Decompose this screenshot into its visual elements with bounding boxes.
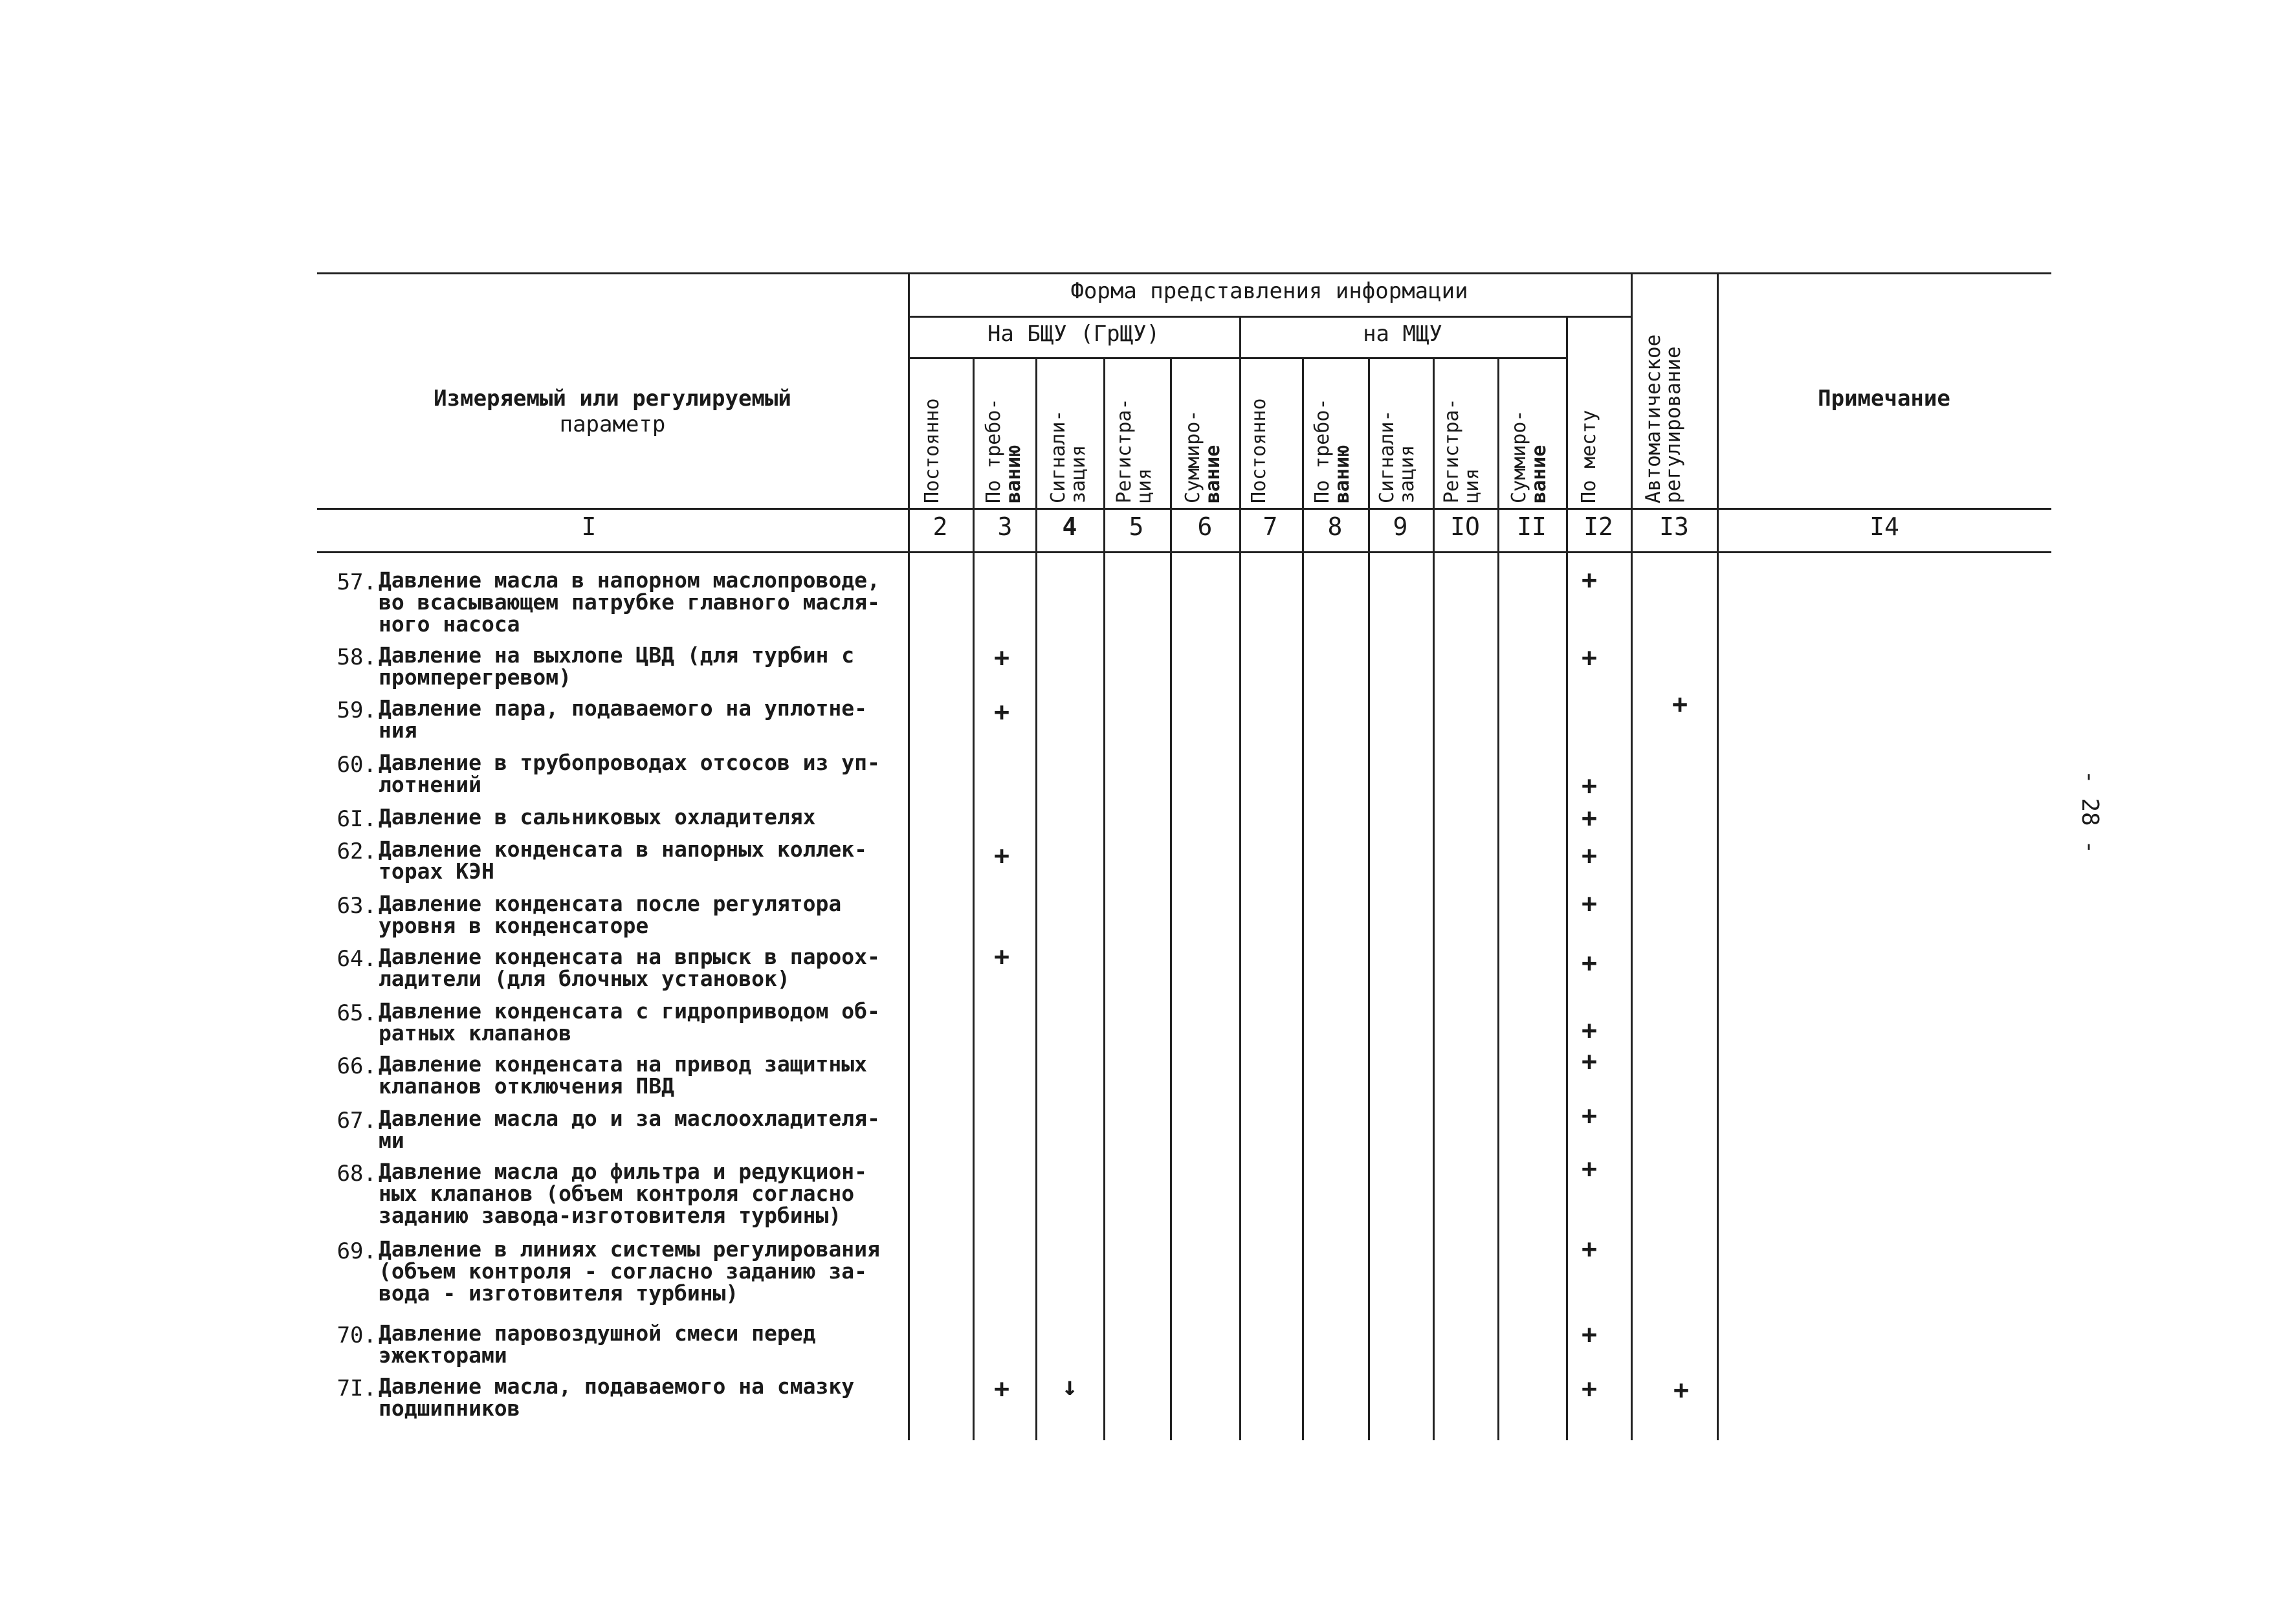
row-number: 69.	[336, 1238, 377, 1264]
parameter-header-line2: параметр	[559, 411, 666, 437]
row-parameter: Давление в сальниковых охладителях	[379, 804, 816, 829]
colnum-11: II	[1517, 512, 1547, 541]
colnum-5: 5	[1129, 512, 1144, 541]
parameter-header-line1: Измеряемый или регулируемый	[434, 386, 791, 411]
mark-plus: +	[993, 643, 1010, 673]
colnum-2: 2	[932, 512, 948, 541]
mark-plus: +	[993, 841, 1010, 871]
col-divider	[1239, 316, 1241, 1440]
mark-plus: +	[1671, 690, 1688, 719]
colnum-9: 9	[1393, 512, 1408, 541]
mark-plus: +	[1581, 1016, 1598, 1046]
row-number: 67.	[336, 1108, 377, 1134]
row-number: 65.	[336, 1000, 377, 1026]
col-header-line: Регистра-	[1113, 398, 1136, 503]
row-parameter: Давление паровоздушной смеси перед эжекторами	[379, 1321, 816, 1368]
mark-plus: +	[1581, 1320, 1598, 1350]
row-number: 68.	[336, 1161, 377, 1187]
colnum-13: I3	[1659, 512, 1689, 541]
mark-plus: +	[1581, 1234, 1598, 1264]
row-parameter: Давление масла до фильтра и редукцион- ных клапанов (объем контроля согласно заданию завода-изготовителя турбины)	[379, 1159, 867, 1228]
col-divider	[1717, 272, 1719, 1440]
col-header-line: ция	[1133, 468, 1156, 503]
col-header-line: По требо-	[982, 398, 1005, 503]
row-number: 66.	[336, 1053, 377, 1079]
row-number: 58.	[336, 644, 377, 670]
col-header-line: вание	[1202, 444, 1224, 503]
mark-plus: +	[1581, 949, 1598, 978]
colnum-7: 7	[1263, 512, 1278, 541]
mark-plus: +	[1581, 1374, 1598, 1404]
col-header-line: Суммиро-	[1182, 410, 1204, 503]
col-header-11	[1509, 410, 1549, 504]
col-header-line: зация	[1067, 444, 1090, 503]
row-parameter: Давление масла, подаваемого на смазку подшипников	[379, 1374, 855, 1421]
row-parameter: Давление конденсата на впрыск в пароох- ладители (для блочных установок)	[379, 944, 880, 991]
col-header-2	[922, 398, 942, 503]
group-mshu-header: на МЩУ	[1363, 321, 1442, 347]
col-header-5	[1114, 398, 1154, 503]
form-subheader-line	[908, 316, 1633, 318]
col-header-line: Сигнали-	[1047, 410, 1070, 503]
row-parameter: Давление в трубопроводах отсосов из уп- лотнений	[379, 750, 880, 797]
row-parameter: Давление конденсата в напорных коллек- торах КЭН	[379, 837, 867, 884]
row-number: 57.	[336, 569, 377, 595]
row-number: 63.	[336, 893, 377, 919]
mark-plus: +	[1581, 1101, 1598, 1131]
mark-plus: +	[1581, 771, 1598, 801]
col-header-line: ванию	[1002, 444, 1025, 503]
row-number: 6I.	[336, 806, 377, 832]
mark-plus: +	[1581, 1047, 1598, 1077]
parameter-header	[317, 386, 908, 437]
col-header-7	[1249, 398, 1269, 503]
col-header-line: ция	[1461, 468, 1483, 503]
colnum-bottom-border	[317, 551, 2051, 553]
mark-plus: +	[1581, 804, 1598, 833]
colnum-8: 8	[1327, 512, 1343, 541]
mark-arrow-down: ↓	[1061, 1372, 1078, 1401]
col-header-line: вание	[1528, 444, 1550, 503]
col-header-12	[1579, 410, 1599, 504]
auto-regulation-header	[1644, 335, 1684, 503]
colnum-1: I	[581, 512, 597, 541]
mark-plus: +	[1581, 1154, 1598, 1184]
col-header-line: По месту	[1578, 410, 1600, 503]
group-subheader-line	[908, 357, 1568, 359]
col-divider	[908, 272, 910, 1440]
row-number: 62.	[336, 839, 377, 864]
col-header-10	[1442, 398, 1482, 503]
row-parameter: Давление масла в напорном маслопроводе, во всасывающем патрубке главного масля- ного насоса	[379, 567, 880, 637]
col-header-line: По требо-	[1311, 398, 1334, 503]
col-header-3	[984, 398, 1024, 503]
row-parameter: Давление пара, подаваемого на уплотне- ния	[379, 696, 867, 743]
note-header: Примечание	[1818, 386, 1950, 411]
mark-plus: +	[1581, 643, 1598, 673]
row-parameter: Давление на выхлопе ЦВД (для турбин с промперегревом)	[379, 642, 855, 690]
colnum-6: 6	[1197, 512, 1213, 541]
mark-plus: +	[1581, 565, 1598, 595]
colnum-10: IO	[1450, 512, 1480, 541]
group-bshu-header: На БЩУ (ГрЩУ)	[987, 321, 1160, 347]
row-parameter: Давление конденсата после регулятора уровня в конденсаторе	[379, 891, 842, 938]
col-header-4	[1048, 410, 1088, 504]
row-number: 7I.	[336, 1376, 377, 1401]
colnum-14: I4	[1869, 512, 1899, 541]
mark-plus: +	[993, 697, 1010, 727]
col-divider	[1170, 357, 1172, 1440]
mark-plus: +	[1673, 1376, 1690, 1405]
row-number: 70.	[336, 1322, 377, 1348]
mark-plus: +	[1581, 889, 1598, 919]
colnum-12: I2	[1583, 512, 1613, 541]
col-header-line: Постоянно	[921, 398, 943, 503]
auto-reg-line2: регулирование	[1662, 346, 1685, 503]
table-top-border	[317, 272, 2051, 274]
col-header-8	[1312, 398, 1352, 503]
auto-reg-line1: Автоматическое	[1642, 334, 1665, 503]
col-header-line: Суммиро-	[1508, 410, 1530, 503]
col-header-line: Сигнали-	[1376, 410, 1398, 503]
col-header-6	[1183, 410, 1223, 504]
colnum-4: 4	[1062, 512, 1077, 541]
row-number: 59.	[336, 697, 377, 723]
mark-plus: +	[1581, 841, 1598, 871]
col-header-line: ванию	[1331, 444, 1354, 503]
row-parameter: Давление масла до и за маслоохладителя- ми	[379, 1106, 880, 1153]
row-parameter: Давление конденсата с гидроприводом об- ратных клапанов	[379, 998, 880, 1046]
row-parameter: Давление конденсата на привод защитных клапанов отключения ПВД	[379, 1051, 867, 1099]
header-bottom-border	[317, 508, 2051, 510]
page-number: - 28 -	[2077, 770, 2103, 855]
mark-plus: +	[993, 1374, 1010, 1404]
col-header-line: Постоянно	[1248, 398, 1270, 503]
form-header: Форма представления информации	[1070, 278, 1468, 304]
col-header-line: зация	[1396, 444, 1418, 503]
row-number: 64.	[336, 946, 377, 972]
col-divider	[1631, 272, 1633, 1440]
mark-plus: +	[993, 942, 1010, 972]
col-divider	[1566, 316, 1568, 1440]
col-header-line: Регистра-	[1440, 398, 1463, 503]
row-number: 60.	[336, 752, 377, 778]
row-parameter: Давление в линиях системы регулирования (объем контроля - согласно заданию за- вода - изготовителя турбины)	[379, 1236, 880, 1306]
colnum-3: 3	[997, 512, 1013, 541]
col-header-9	[1377, 410, 1417, 504]
